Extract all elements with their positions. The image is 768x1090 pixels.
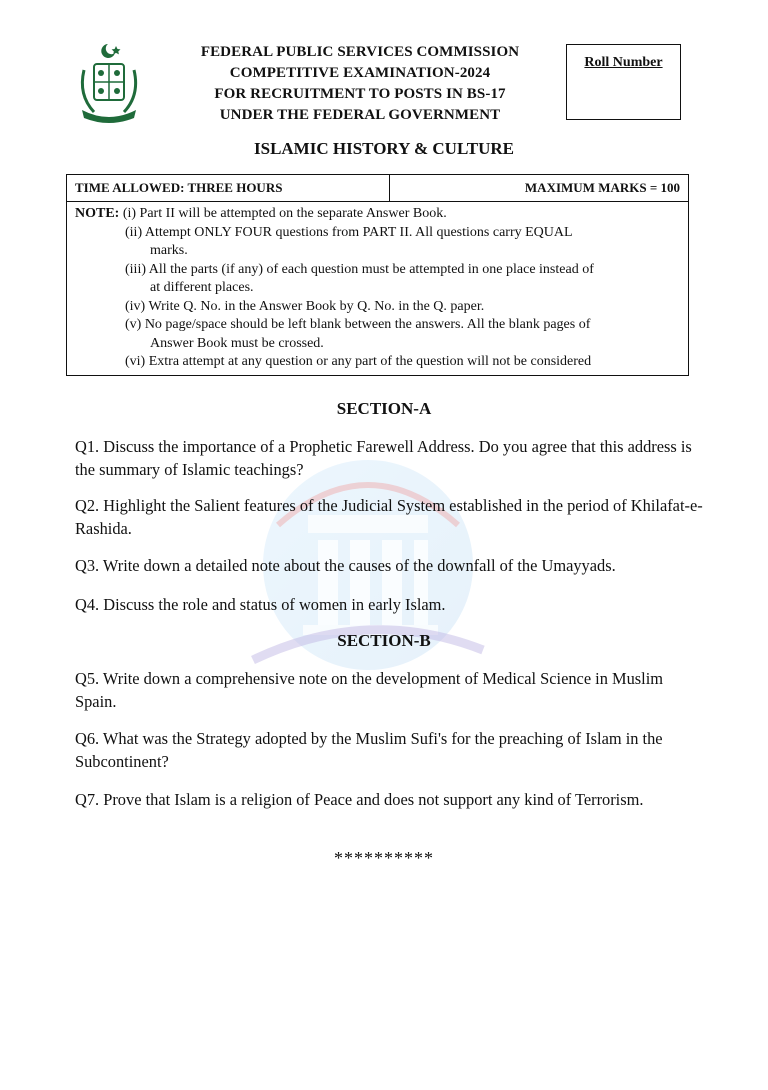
note-item: at different places. [150,280,254,295]
note-item: (iii) All the parts (if any) of each question must be attempted in one place instead of [125,261,594,277]
question-q5: Q5. Write down a comprehensive note on the development of Medical Science in Muslim Spain. [75,669,664,711]
question-q4: Q4. Discuss the role and status of women in early Islam. [75,595,446,614]
question-q7: Q7. Prove that Islam is a religion of Peace and does not support any kind of Terrorism. [75,790,644,809]
maximum-marks: MAXIMUM MARKS = 100 [524,180,680,195]
note-item: Answer Book must be crossed. [150,335,324,351]
section-b-heading: SECTION-B [337,631,431,650]
subject-title: ISLAMIC HISTORY & CULTURE [254,139,514,158]
question-q3: Q3. Write down a detailed note about the causes of the downfall of the Umayyads. [75,556,616,575]
note-item: (i) Part II will be attempted on the separate Answer Book. [122,206,447,221]
header-line: UNDER THE FEDERAL GOVERNMENT [219,107,501,123]
note-line-1 [75,205,680,224]
note-label: NOTE: [75,206,120,221]
roll-number-label: Roll Number [584,55,663,70]
header-line: FOR RECRUITMENT TO POSTS IN BS-17 [214,86,506,102]
instructions-note [67,202,688,375]
header-line: FEDERAL PUBLIC SERVICES COMMISSION [200,44,520,60]
question-q2: Q2. Highlight the Salient features of the Judicial System established in the period of Khilafat-e-Rashida. [75,496,703,538]
exam-info-table [66,174,689,376]
note-item: (ii) Attempt ONLY FOUR questions from PART II. All questions carry EQUAL [125,224,573,240]
commission-header [160,42,560,126]
section-a-heading: SECTION-A [336,399,432,418]
exam-info-row [67,175,688,202]
note-item: (iv) Write Q. No. in the Answer Book by Q. No. in the Q. paper. [125,298,485,314]
question-q6: Q6. What was the Strategy adopted by the Muslim Sufi's for the preaching of Islam in the Subcontinent? [75,729,663,771]
roll-number-box [566,44,681,120]
question-q1: Q1. Discuss the importance of a Prophetic Farewell Address. Do you agree that this address is the summary of Islamic teachings? [75,437,692,479]
end-of-paper-marker: ********** [334,848,434,868]
state-emblem-icon [70,40,148,126]
header-line: COMPETITIVE EXAMINATION-2024 [229,65,491,81]
time-allowed: TIME ALLOWED: THREE HOURS [67,175,390,201]
note-item: (v) No page/space should be left blank between the answers. All the blank pages of [125,317,591,332]
note-item: marks. [150,243,188,258]
note-item: (vi) Extra attempt at any question or any part of the question will not be considered [125,354,592,369]
